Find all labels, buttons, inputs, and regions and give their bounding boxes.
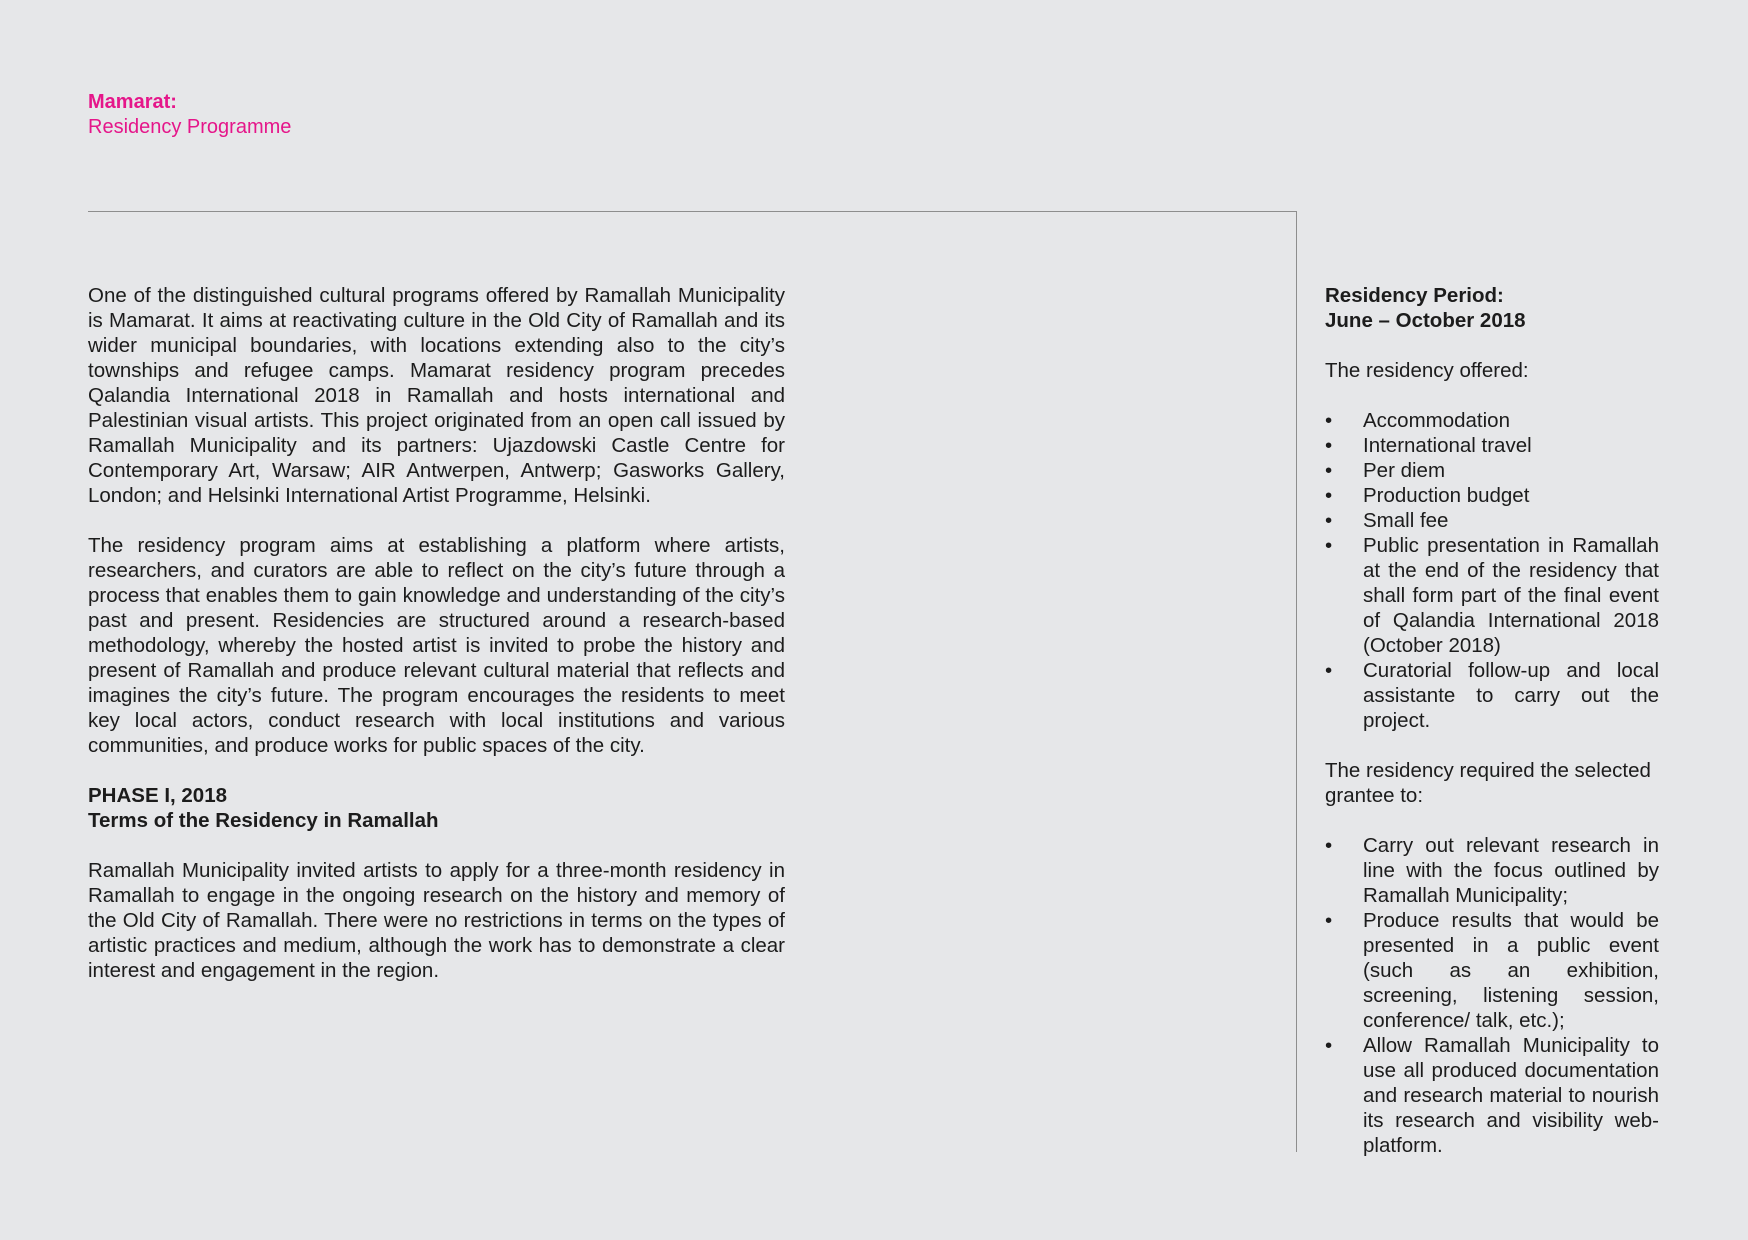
list-item: • Accommodation — [1325, 409, 1510, 432]
required-list — [1325, 833, 1659, 1158]
list-item: • Produce results that would be presented in a public event (such as an exhibition, screening, listening session, conference/ talk, etc.); — [1325, 909, 1659, 1032]
offered-list — [1325, 408, 1659, 733]
period-value: June – October 2018 — [1325, 309, 1526, 332]
list-item: • Carry out relevant research in line with the focus outlined by Ramallah Municipality; — [1325, 834, 1659, 907]
bullet-icon: • — [1325, 509, 1333, 532]
bullet-icon: • — [1325, 909, 1333, 932]
bullet-icon: • — [1325, 484, 1333, 507]
list-item: • Per diem — [1325, 459, 1446, 482]
horizontal-divider — [88, 211, 1297, 212]
bullet-icon: • — [1325, 434, 1333, 457]
aims-paragraph: The residency program aims at establishing a platform where artists, researchers, and curators are able to reflect on the city’s future through a process that enables them to gain knowledge and understanding of the city’s past and present. Residencies are structured around a research-based methodology, whereby the hosted artist is invited to probe the history and present of Ramallah and produce relevant cultural material that reflects and imagines the city’s future. The program encourages the residents to meet key local actors, conduct research with local institutions and various communities, and produce works for public spaces of the city. — [88, 534, 785, 757]
bullet-icon: • — [1325, 659, 1333, 682]
sidebar-column — [1325, 283, 1659, 1183]
list-item: • Small fee — [1325, 509, 1449, 532]
page-header — [88, 90, 291, 140]
phase-subheading: Terms of the Residency in Ramallah — [88, 809, 439, 832]
phase-heading: PHASE I, 2018 — [88, 784, 228, 807]
list-item: • Public presentation in Ramallah at the end of the residency that shall form part of the final event of Qalandia International 2018 (October 2018) — [1325, 534, 1659, 657]
list-item: • Curatorial follow-up and local assistante to carry out the project. — [1325, 659, 1659, 732]
intro-paragraph: One of the distinguished cultural programs offered by Ramallah Municipality is Mamarat. It aims at reactivating culture in the Old City of Ramallah and its wider municipal boundaries, with locations extending also to the city’s townships and refugee camps. Mamarat residency program precedes Qalandia International 2018 in Ramallah and hosts international and Palestinian visual artists. This project originated from an open call issued by Ramallah Municipality and its partners: Ujazdowski Castle Centre for Contemporary Art, Warsaw; AIR Antwerpen, Antwerp; Gasworks Gallery, London; and Helsinki International Artist Programme, Helsinki. — [88, 284, 785, 507]
list-item: • International travel — [1325, 434, 1532, 457]
bullet-icon: • — [1325, 409, 1333, 432]
period-label: Residency Period: — [1325, 284, 1504, 307]
bullet-icon: • — [1325, 834, 1333, 857]
phase-heading-block — [88, 783, 785, 833]
list-item: • Allow Ramallah Municipality to use all produced documentation and research material to nourish its research and visibility web-platform. — [1325, 1034, 1659, 1157]
offered-intro: The residency offered: — [1325, 359, 1529, 382]
residency-period — [1325, 283, 1659, 333]
bullet-icon: • — [1325, 1034, 1333, 1057]
required-intro: The residency required the selected grantee to: — [1325, 759, 1651, 807]
page-title: Mamarat: — [88, 91, 177, 113]
terms-paragraph: Ramallah Municipality invited artists to apply for a three-month residency in Ramallah to engage in the ongoing research on the history and memory of the Old City of Ramallah. There were no restrictions in terms on the types of artistic practices and medium, although the work has to demonstrate a clear interest and engagement in the region. — [88, 859, 785, 982]
vertical-divider — [1296, 211, 1297, 1152]
main-column — [88, 283, 785, 1008]
bullet-icon: • — [1325, 534, 1333, 557]
bullet-icon: • — [1325, 459, 1333, 482]
list-item: • Production budget — [1325, 484, 1530, 507]
page-subtitle: Residency Programme — [88, 116, 292, 138]
